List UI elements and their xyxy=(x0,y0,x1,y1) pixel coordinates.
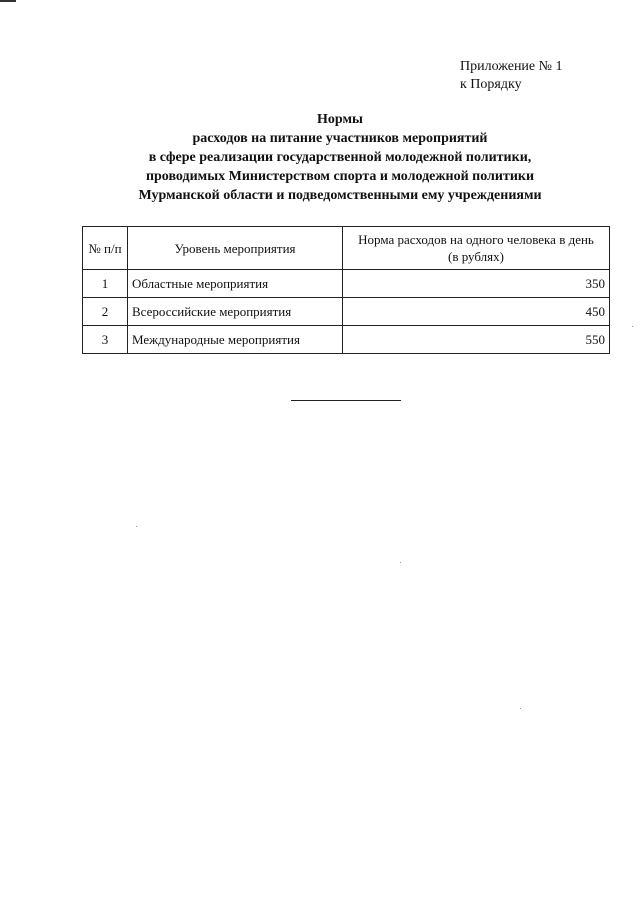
row-norm: 350 xyxy=(343,270,610,298)
scan-speck xyxy=(400,562,401,563)
title-line-2: расходов на питание участников мероприятий xyxy=(192,131,488,146)
table-row xyxy=(83,270,610,298)
appendix-order: к Порядку xyxy=(460,77,522,92)
header-norm-line-2: (в рублях) xyxy=(448,249,504,264)
row-level: Международные мероприятия xyxy=(128,326,343,354)
scan-speck xyxy=(520,708,521,709)
row-level: Областные мероприятия xyxy=(128,270,343,298)
scan-speck xyxy=(136,526,137,527)
appendix-reference xyxy=(460,58,563,94)
end-divider xyxy=(291,400,401,401)
norms-table xyxy=(82,226,610,354)
header-level: Уровень мероприятия xyxy=(128,227,343,270)
scan-corner-mark xyxy=(0,0,16,2)
row-norm: 550 xyxy=(343,326,610,354)
title-line-1: Нормы xyxy=(317,112,363,127)
table-header-row xyxy=(83,227,610,270)
table-row xyxy=(83,326,610,354)
title-line-3: в сфере реализации государственной молодежной политики, xyxy=(148,150,532,165)
title-line-5: Мурманской области и подведомственными ему учреждениями xyxy=(138,188,542,203)
table-row xyxy=(83,298,610,326)
document-title xyxy=(60,110,620,205)
scan-speck xyxy=(632,326,633,327)
header-norm xyxy=(343,227,610,270)
row-num: 1 xyxy=(83,270,128,298)
appendix-number: Приложение № 1 xyxy=(460,59,563,74)
header-num: № п/п xyxy=(83,227,128,270)
row-norm: 450 xyxy=(343,298,610,326)
row-num: 3 xyxy=(83,326,128,354)
row-level: Всероссийские мероприятия xyxy=(128,298,343,326)
title-line-4: проводимых Министерством спорта и молодежной политики xyxy=(145,169,535,184)
row-num: 2 xyxy=(83,298,128,326)
header-norm-line-1: Норма расходов на одного человека в день xyxy=(358,232,594,247)
